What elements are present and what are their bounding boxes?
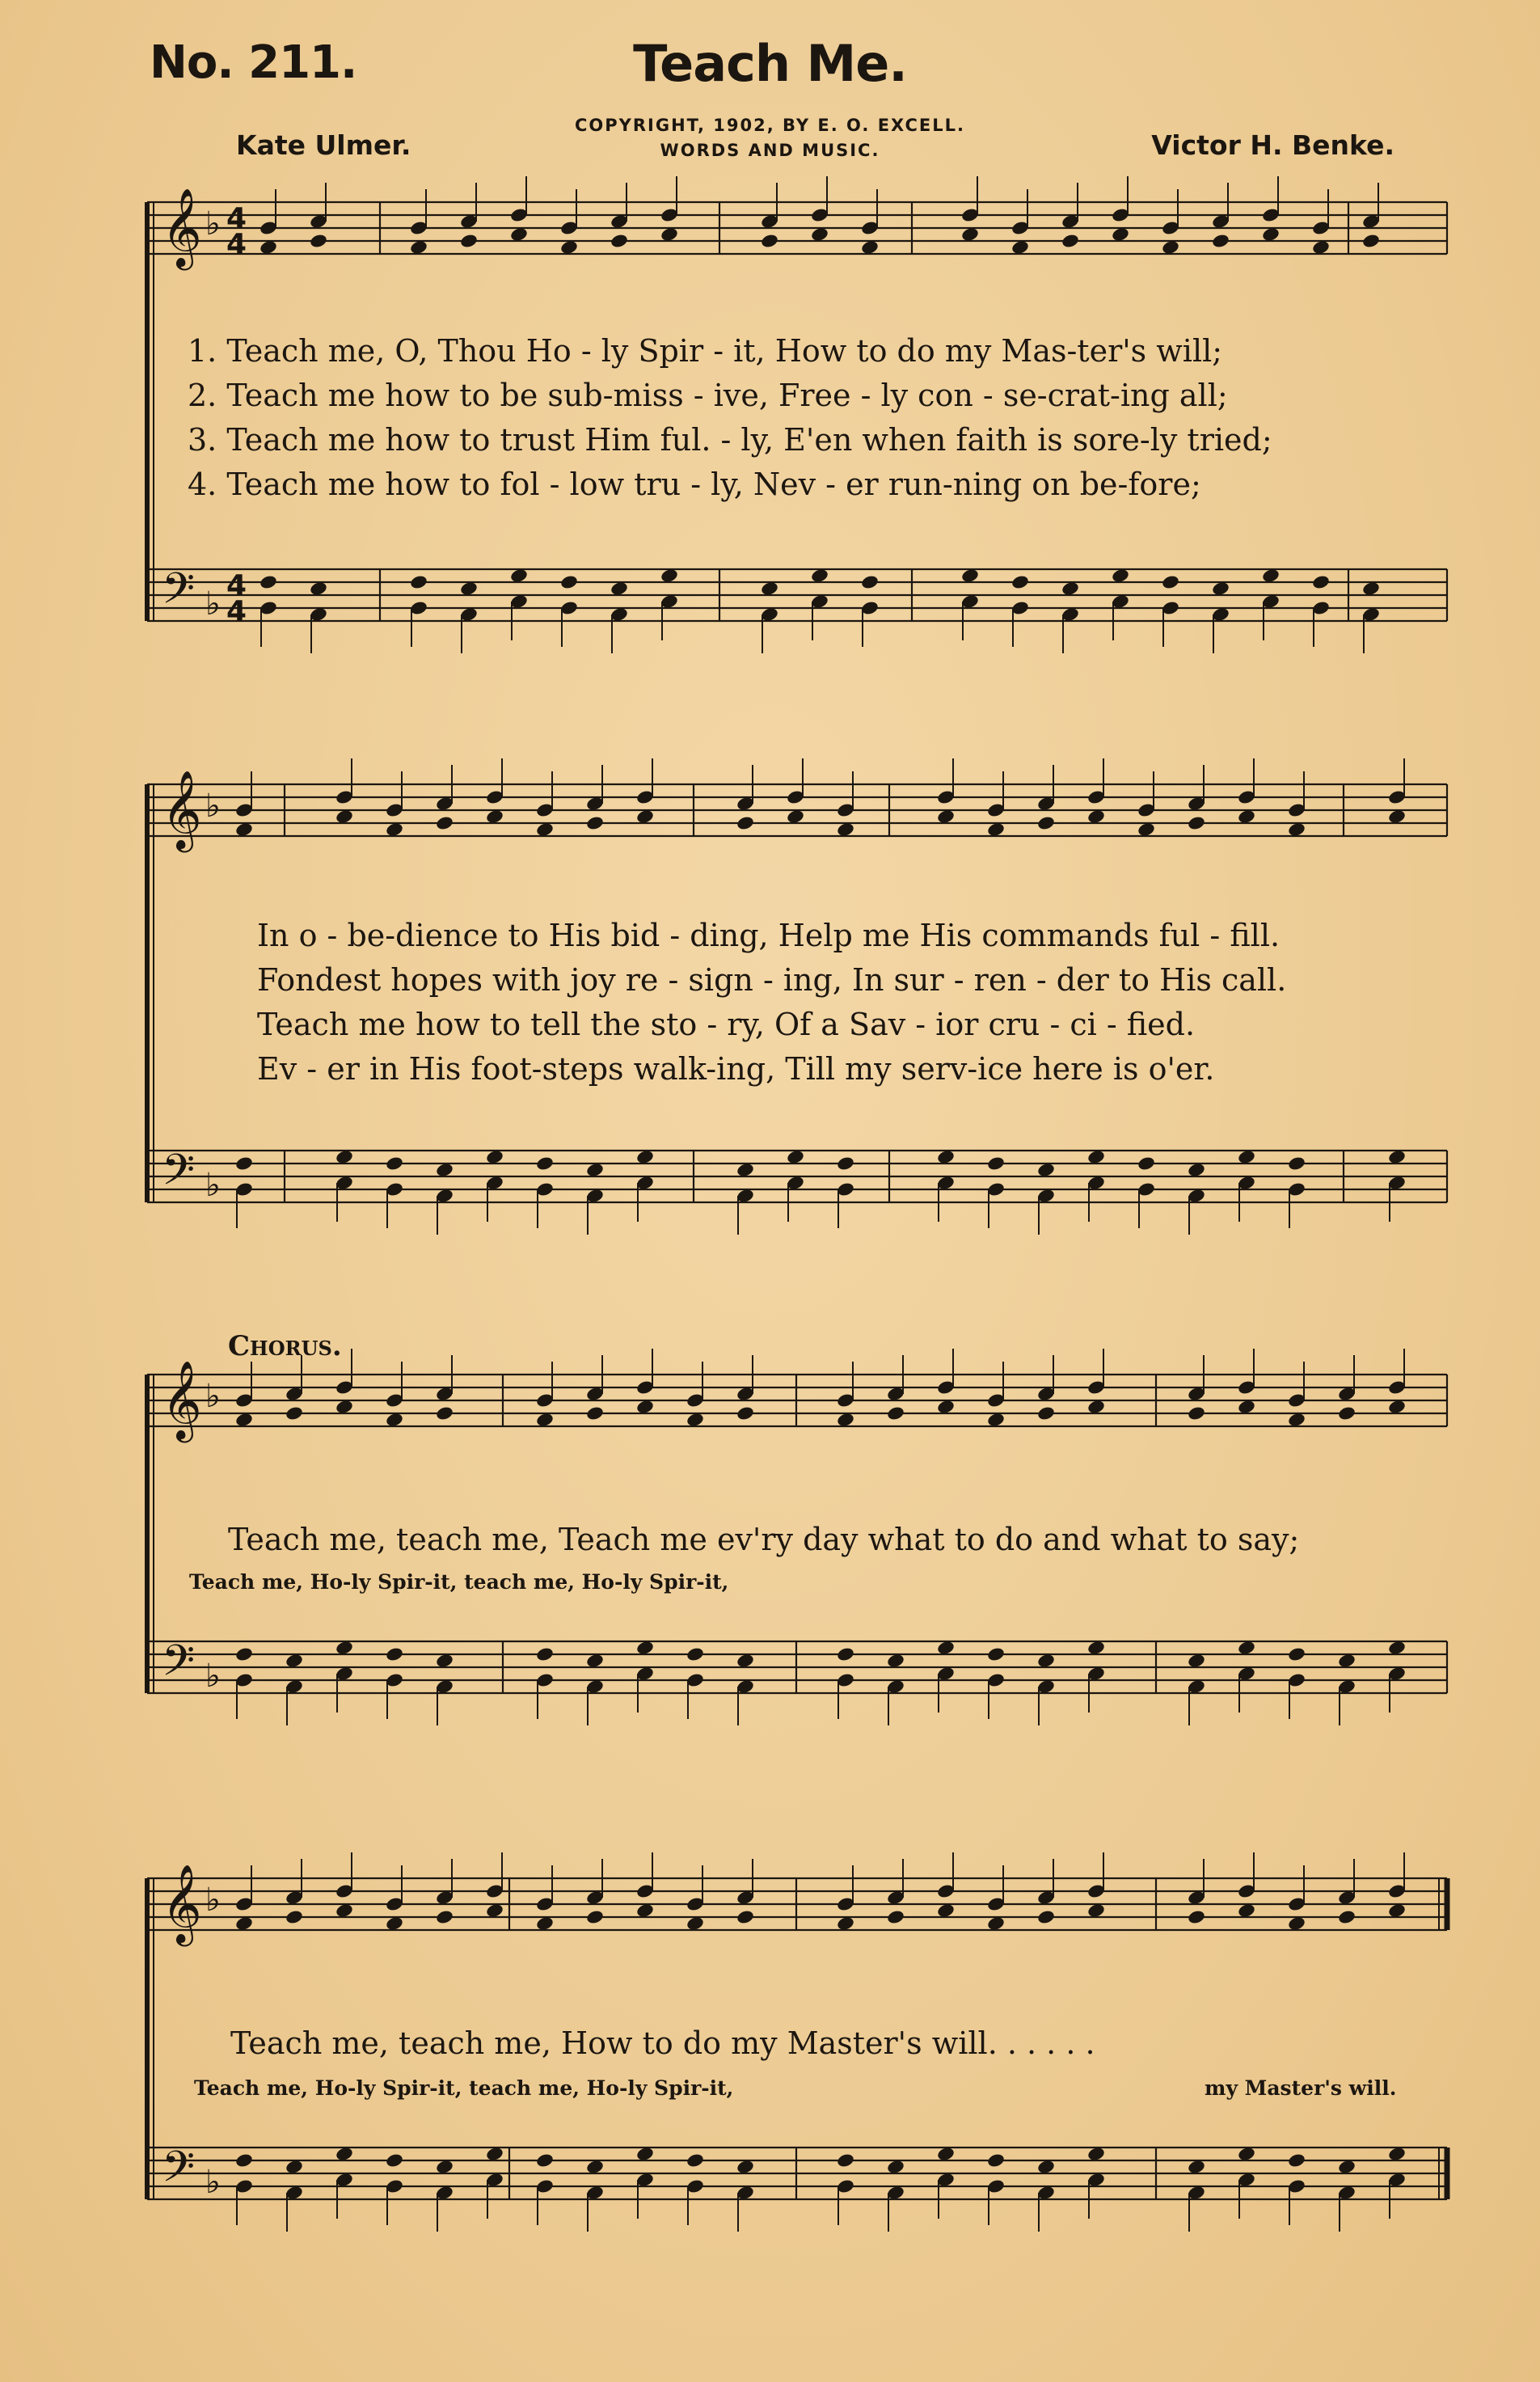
note-head: [836, 1646, 855, 1662]
time-signature: 4: [226, 228, 247, 261]
chorus-line-1-bass: Teach me, Ho-ly Spir-it, teach me, Ho-ly Spir-it,: [189, 1570, 729, 1594]
note-head: [1036, 815, 1056, 831]
chorus-line-1: Teach me, teach me, Teach me ev'ry day what to do and what to say;: [228, 1522, 1300, 1557]
hymn-number: No. 211.: [150, 36, 357, 89]
note-head: [1161, 574, 1180, 590]
note-head: [385, 1155, 404, 1172]
note-head: [1187, 815, 1206, 831]
hymn-title: Teach Me.: [633, 34, 907, 93]
note-head: [535, 1646, 555, 1662]
note-head: [860, 574, 880, 590]
note-head: [686, 1646, 705, 1662]
verse-4-line-1: 4. Teach me how to fol - low tru - ly, Nev - er run-ning on be-fore;: [188, 467, 1201, 502]
treble-clef: 𝄞: [162, 1360, 202, 1439]
chorus-line-2-bass: Teach me, Ho-ly Spir-it, teach me, Ho-ly Spir-it,: [194, 2076, 734, 2100]
note-head: [836, 2152, 855, 2169]
note-head: [1211, 233, 1230, 249]
note-head: [1337, 1909, 1356, 1925]
key-flat: ♭: [205, 585, 221, 623]
bass-clef: 𝄢: [162, 1637, 196, 1696]
verse-2-line-2: Fondest hopes with joy re - sign - ing, In sur - ren - der to His call.: [257, 962, 1287, 998]
note-head: [234, 1155, 254, 1172]
note-head: [435, 815, 454, 831]
composer-credit: Victor H. Benke.: [1151, 129, 1394, 161]
note-head: [1137, 1155, 1156, 1172]
chorus-line-2: Teach me, teach me, How to do my Master's will. . . . . .: [230, 2025, 1095, 2061]
chorus-line-2-bass-end: my Master's will.: [1205, 2076, 1397, 2100]
note-head: [1287, 1646, 1306, 1662]
treble-clef: 𝄞: [162, 1864, 202, 1943]
note-head: [986, 2152, 1006, 2169]
note-head: [234, 1646, 254, 1662]
note-head: [1036, 1405, 1056, 1421]
note-head: [1337, 1405, 1356, 1421]
note-head: [535, 2152, 555, 2169]
note-head: [736, 1405, 755, 1421]
key-flat: ♭: [205, 1658, 221, 1695]
note-head: [610, 233, 629, 249]
note-head: [409, 574, 428, 590]
note-head: [234, 2152, 254, 2169]
note-head: [259, 574, 278, 590]
chorus-label: Chorus.: [228, 1330, 342, 1362]
treble-clef: 𝄞: [162, 770, 202, 849]
bass-clef: 𝄢: [162, 2143, 196, 2203]
note-head: [585, 815, 605, 831]
copyright-line: COPYRIGHT, 1902, BY E. O. EXCELL.: [575, 116, 965, 135]
note-head: [1361, 233, 1381, 249]
note-head: [1287, 2152, 1306, 2169]
note-head: [1187, 1909, 1206, 1925]
time-signature: 4: [226, 202, 247, 235]
note-head: [836, 1155, 855, 1172]
note-head: [986, 1155, 1006, 1172]
key-flat: ♭: [205, 1378, 221, 1415]
key-flat: ♭: [205, 788, 221, 825]
verse-1-line-1: 1. Teach me, O, Thou Ho - ly Spir - it, How to do my Mas-ter's will;: [188, 333, 1223, 369]
note-head: [459, 233, 479, 249]
verse-3-line-1: 3. Teach me how to trust Him ful. - ly, E'en when faith is sore-ly tried;: [188, 422, 1272, 458]
note-head: [535, 1155, 555, 1172]
time-signature: 4: [226, 569, 247, 602]
author-credit: Kate Ulmer.: [236, 129, 411, 161]
verse-4-line-2: Ev - er in His foot-steps walk-ing, Till my serv-ice here is o'er.: [257, 1051, 1215, 1087]
note-head: [585, 1405, 605, 1421]
key-flat: ♭: [205, 2164, 221, 2201]
note-head: [559, 574, 579, 590]
note-head: [1010, 574, 1030, 590]
note-head: [285, 1909, 304, 1925]
note-head: [886, 1405, 905, 1421]
note-head: [435, 1405, 454, 1421]
note-head: [385, 1646, 404, 1662]
verse-2-line-1: 2. Teach me how to be sub-miss - ive, Free - ly con - se-crat-ing all;: [188, 378, 1228, 413]
note-head: [886, 1909, 905, 1925]
note-head: [760, 233, 779, 249]
key-flat: ♭: [205, 1167, 221, 1204]
verse-3-line-2: Teach me how to tell the sto - ry, Of a Sav - ior cru - ci - fied.: [257, 1007, 1196, 1042]
note-head: [1061, 233, 1080, 249]
note-head: [986, 1646, 1006, 1662]
note-head: [435, 1909, 454, 1925]
bass-clef: 𝄢: [162, 1146, 196, 1206]
bass-clef: 𝄢: [162, 564, 196, 624]
key-flat: ♭: [205, 1882, 221, 1919]
note-head: [736, 1909, 755, 1925]
note-head: [585, 1909, 605, 1925]
note-head: [1311, 574, 1331, 590]
note-head: [309, 233, 328, 249]
key-flat: ♭: [205, 205, 221, 243]
note-head: [385, 2152, 404, 2169]
note-head: [285, 1405, 304, 1421]
note-head: [686, 2152, 705, 2169]
note-head: [1036, 1909, 1056, 1925]
verse-1-line-2: In o - be-dience to His bid - ding, Help me His commands ful - fill.: [257, 918, 1281, 953]
time-signature: 4: [226, 595, 247, 628]
treble-clef: 𝄞: [162, 188, 202, 267]
note-head: [1287, 1155, 1306, 1172]
note-head: [736, 815, 755, 831]
copyright-subline: WORDS AND MUSIC.: [660, 141, 880, 160]
note-head: [1187, 1405, 1206, 1421]
